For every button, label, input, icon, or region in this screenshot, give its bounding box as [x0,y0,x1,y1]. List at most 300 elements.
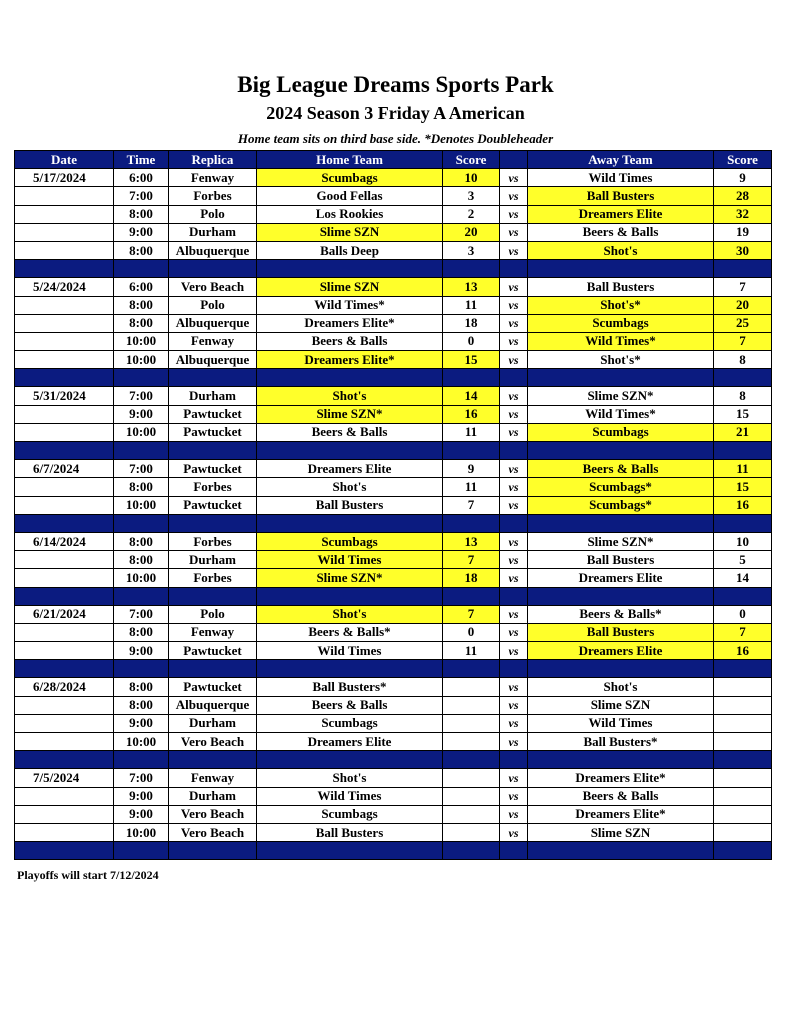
game-time: 8:00 [114,532,169,550]
vs-label: vs [500,205,528,223]
vs-label: vs [500,714,528,732]
separator-cell [500,442,528,460]
home-team: Ball Busters* [257,678,443,696]
home-team: Ball Busters [257,823,443,841]
column-header: Date [15,151,114,169]
replica-field: Vero Beach [169,733,257,751]
home-team: Ball Busters [257,496,443,514]
game-date [15,569,114,587]
away-score [714,678,772,696]
game-date [15,314,114,332]
game-date [15,805,114,823]
replica-field: Forbes [169,478,257,496]
game-date [15,733,114,751]
separator-cell [257,514,443,532]
table-row [15,314,772,332]
table-row [15,241,772,259]
separator-cell [15,442,114,460]
home-team: Shot's [257,769,443,787]
away-score: 32 [714,205,772,223]
separator-cell [714,369,772,387]
separator-cell [500,514,528,532]
separator-cell [257,751,443,769]
game-date: 5/24/2024 [15,278,114,296]
separator-cell [257,660,443,678]
game-time: 8:00 [114,696,169,714]
replica-field: Polo [169,296,257,314]
away-score: 0 [714,605,772,623]
vs-label: vs [500,241,528,259]
home-score: 11 [443,423,500,441]
away-team: Slime SZN* [528,387,714,405]
vs-label: vs [500,769,528,787]
separator-cell [15,842,114,860]
game-date [15,405,114,423]
game-time: 8:00 [114,623,169,641]
replica-field: Fenway [169,769,257,787]
home-team: Los Rookies [257,205,443,223]
game-time: 8:00 [114,314,169,332]
home-team: Scumbags [257,714,443,732]
away-team: Shot's* [528,351,714,369]
table-row [15,805,772,823]
table-row [15,714,772,732]
away-team: Slime SZN [528,696,714,714]
table-row [15,405,772,423]
separator-cell [114,442,169,460]
separator-cell [528,842,714,860]
replica-field: Pawtucket [169,405,257,423]
week-separator-row [15,514,772,532]
home-score: 13 [443,278,500,296]
separator-cell [257,260,443,278]
table-row [15,605,772,623]
separator-cell [443,514,500,532]
away-score: 8 [714,387,772,405]
vs-label: vs [500,423,528,441]
vs-label: vs [500,532,528,550]
table-row [15,223,772,241]
home-score [443,696,500,714]
home-team: Beers & Balls [257,332,443,350]
home-score [443,678,500,696]
vs-label: vs [500,696,528,714]
separator-cell [714,260,772,278]
game-time: 10:00 [114,496,169,514]
home-team: Beers & Balls* [257,623,443,641]
table-row [15,423,772,441]
vs-label: vs [500,569,528,587]
separator-cell [15,514,114,532]
away-team: Beers & Balls [528,787,714,805]
week-separator-row [15,260,772,278]
separator-cell [528,369,714,387]
separator-cell [443,660,500,678]
away-team: Slime SZN [528,823,714,841]
replica-field: Durham [169,787,257,805]
game-date: 5/31/2024 [15,387,114,405]
game-date [15,187,114,205]
home-team: Wild Times [257,642,443,660]
game-time: 7:00 [114,769,169,787]
separator-cell [15,587,114,605]
game-date [15,332,114,350]
table-row [15,696,772,714]
separator-cell [528,442,714,460]
separator-cell [169,660,257,678]
home-score [443,787,500,805]
separator-cell [500,587,528,605]
replica-field: Durham [169,223,257,241]
away-team: Ball Busters [528,623,714,641]
away-score: 19 [714,223,772,241]
home-team: Shot's [257,478,443,496]
replica-field: Albuquerque [169,241,257,259]
separator-cell [714,751,772,769]
separator-cell [169,751,257,769]
game-date: 5/17/2024 [15,169,114,187]
separator-cell [169,587,257,605]
home-score: 0 [443,332,500,350]
game-date [15,714,114,732]
separator-cell [443,442,500,460]
home-team: Slime SZN [257,278,443,296]
separator-cell [443,260,500,278]
column-header: Score [443,151,500,169]
replica-field: Fenway [169,623,257,641]
separator-cell [257,442,443,460]
home-team: Beers & Balls [257,423,443,441]
away-score: 10 [714,532,772,550]
week-separator-row [15,842,772,860]
vs-label: vs [500,496,528,514]
replica-field: Pawtucket [169,678,257,696]
vs-label: vs [500,332,528,350]
separator-cell [257,842,443,860]
home-team: Good Fellas [257,187,443,205]
week-separator-row [15,660,772,678]
table-row [15,496,772,514]
table-row [15,769,772,787]
home-team: Wild Times [257,787,443,805]
game-time: 9:00 [114,805,169,823]
vs-label: vs [500,405,528,423]
game-time: 10:00 [114,569,169,587]
column-header: Away Team [528,151,714,169]
home-team: Dreamers Elite* [257,351,443,369]
table-row [15,569,772,587]
game-time: 10:00 [114,423,169,441]
game-date [15,478,114,496]
vs-label: vs [500,605,528,623]
home-score: 9 [443,460,500,478]
game-time: 9:00 [114,787,169,805]
separator-cell [15,751,114,769]
away-score [714,823,772,841]
away-score: 11 [714,460,772,478]
vs-label: vs [500,733,528,751]
home-score: 18 [443,314,500,332]
column-header: Score [714,151,772,169]
replica-field: Forbes [169,532,257,550]
away-team: Shot's [528,678,714,696]
home-score: 0 [443,623,500,641]
schedule-body [15,169,772,860]
vs-label: vs [500,296,528,314]
game-date: 6/7/2024 [15,460,114,478]
away-score: 25 [714,314,772,332]
replica-field: Pawtucket [169,423,257,441]
game-time: 8:00 [114,678,169,696]
separator-cell [528,587,714,605]
vs-label: vs [500,805,528,823]
away-team: Ball Busters* [528,733,714,751]
away-team: Dreamers Elite [528,569,714,587]
away-team: Slime SZN* [528,532,714,550]
schedule-table [14,150,772,860]
away-score: 15 [714,405,772,423]
away-team: Wild Times* [528,405,714,423]
separator-cell [15,660,114,678]
separator-cell [528,751,714,769]
away-team: Beers & Balls* [528,605,714,623]
separator-cell [443,842,500,860]
away-team: Shot's* [528,296,714,314]
home-score [443,733,500,751]
game-time: 10:00 [114,823,169,841]
table-row [15,551,772,569]
replica-field: Fenway [169,332,257,350]
table-row [15,169,772,187]
home-score: 15 [443,351,500,369]
home-team: Slime SZN* [257,405,443,423]
away-team: Ball Busters [528,278,714,296]
home-score: 14 [443,387,500,405]
home-score: 10 [443,169,500,187]
home-score [443,823,500,841]
replica-field: Durham [169,551,257,569]
column-header: Home Team [257,151,443,169]
separator-cell [528,660,714,678]
away-team: Ball Busters [528,551,714,569]
table-header-row [15,151,772,169]
page-title: Big League Dreams Sports Park [237,72,554,97]
home-score: 7 [443,605,500,623]
separator-cell [500,751,528,769]
game-date: 6/14/2024 [15,532,114,550]
week-separator-row [15,587,772,605]
home-team: Scumbags [257,805,443,823]
away-score [714,805,772,823]
away-score [714,733,772,751]
separator-cell [169,369,257,387]
game-date: 6/21/2024 [15,605,114,623]
game-time: 8:00 [114,205,169,223]
footer-note: Playoffs will start 7/12/2024 [17,868,159,882]
home-team: Scumbags [257,169,443,187]
game-date [15,823,114,841]
away-score: 5 [714,551,772,569]
replica-field: Pawtucket [169,642,257,660]
home-team: Shot's [257,605,443,623]
game-date [15,496,114,514]
replica-field: Fenway [169,169,257,187]
home-score [443,714,500,732]
separator-cell [528,260,714,278]
away-team: Dreamers Elite* [528,769,714,787]
vs-label: vs [500,787,528,805]
vs-label: vs [500,623,528,641]
table-row [15,332,772,350]
home-team: Balls Deep [257,241,443,259]
separator-cell [114,660,169,678]
table-row [15,623,772,641]
away-team: Dreamers Elite [528,205,714,223]
table-row [15,532,772,550]
away-team: Beers & Balls [528,460,714,478]
separator-cell [257,587,443,605]
table-row [15,787,772,805]
game-date [15,642,114,660]
away-team: Scumbags [528,314,714,332]
game-time: 7:00 [114,387,169,405]
home-team: Dreamers Elite [257,733,443,751]
game-time: 10:00 [114,733,169,751]
home-score: 13 [443,532,500,550]
separator-cell [500,369,528,387]
vs-label: vs [500,351,528,369]
away-team: Dreamers Elite [528,642,714,660]
away-score: 21 [714,423,772,441]
table-row [15,642,772,660]
home-score: 18 [443,569,500,587]
table-row [15,733,772,751]
replica-field: Albuquerque [169,314,257,332]
game-date: 7/5/2024 [15,769,114,787]
away-score: 28 [714,187,772,205]
table-row [15,278,772,296]
game-date [15,296,114,314]
separator-cell [500,260,528,278]
away-team: Wild Times [528,169,714,187]
vs-label: vs [500,223,528,241]
home-team: Scumbags [257,532,443,550]
replica-field: Vero Beach [169,823,257,841]
replica-field: Pawtucket [169,460,257,478]
separator-cell [500,660,528,678]
game-time: 6:00 [114,278,169,296]
game-time: 7:00 [114,187,169,205]
vs-label: vs [500,460,528,478]
column-header: Time [114,151,169,169]
table-row [15,678,772,696]
replica-field: Vero Beach [169,278,257,296]
replica-field: Vero Beach [169,805,257,823]
away-score [714,769,772,787]
away-score: 8 [714,351,772,369]
separator-cell [114,369,169,387]
away-team: Beers & Balls [528,223,714,241]
game-date [15,351,114,369]
home-team: Wild Times* [257,296,443,314]
replica-field: Forbes [169,569,257,587]
home-score [443,805,500,823]
home-team: Slime SZN [257,223,443,241]
away-score [714,714,772,732]
game-date [15,787,114,805]
page-subtitle: 2024 Season 3 Friday A American [266,103,525,123]
away-score [714,696,772,714]
home-score: 20 [443,223,500,241]
away-score: 15 [714,478,772,496]
game-date [15,623,114,641]
game-date [15,551,114,569]
game-time: 8:00 [114,478,169,496]
separator-cell [169,442,257,460]
separator-cell [528,514,714,532]
page-note: Home team sits on third base side. *Denotes Doubleheader [237,131,554,146]
game-date [15,241,114,259]
game-time: 8:00 [114,241,169,259]
game-time: 9:00 [114,223,169,241]
replica-field: Albuquerque [169,351,257,369]
separator-cell [714,442,772,460]
vs-label: vs [500,187,528,205]
replica-field: Polo [169,205,257,223]
game-date [15,223,114,241]
home-score: 2 [443,205,500,223]
table-row [15,823,772,841]
separator-cell [114,587,169,605]
week-separator-row [15,442,772,460]
vs-label: vs [500,314,528,332]
table-row [15,296,772,314]
table-row [15,387,772,405]
away-team: Shot's [528,241,714,259]
away-score: 7 [714,278,772,296]
separator-cell [114,751,169,769]
away-score: 16 [714,642,772,660]
separator-cell [114,842,169,860]
home-score: 3 [443,241,500,259]
away-team: Scumbags [528,423,714,441]
column-header: Replica [169,151,257,169]
column-header [500,151,528,169]
home-score: 7 [443,496,500,514]
separator-cell [714,587,772,605]
table-row [15,351,772,369]
home-score: 11 [443,478,500,496]
week-separator-row [15,751,772,769]
away-score: 20 [714,296,772,314]
game-date [15,696,114,714]
away-score: 9 [714,169,772,187]
separator-cell [500,842,528,860]
separator-cell [114,514,169,532]
game-time: 8:00 [114,551,169,569]
home-score: 11 [443,642,500,660]
home-score: 3 [443,187,500,205]
home-team: Dreamers Elite* [257,314,443,332]
separator-cell [15,260,114,278]
home-score: 11 [443,296,500,314]
table-row [15,460,772,478]
game-time: 9:00 [114,405,169,423]
home-score [443,769,500,787]
table-row [15,205,772,223]
home-team: Beers & Balls [257,696,443,714]
away-score: 7 [714,332,772,350]
